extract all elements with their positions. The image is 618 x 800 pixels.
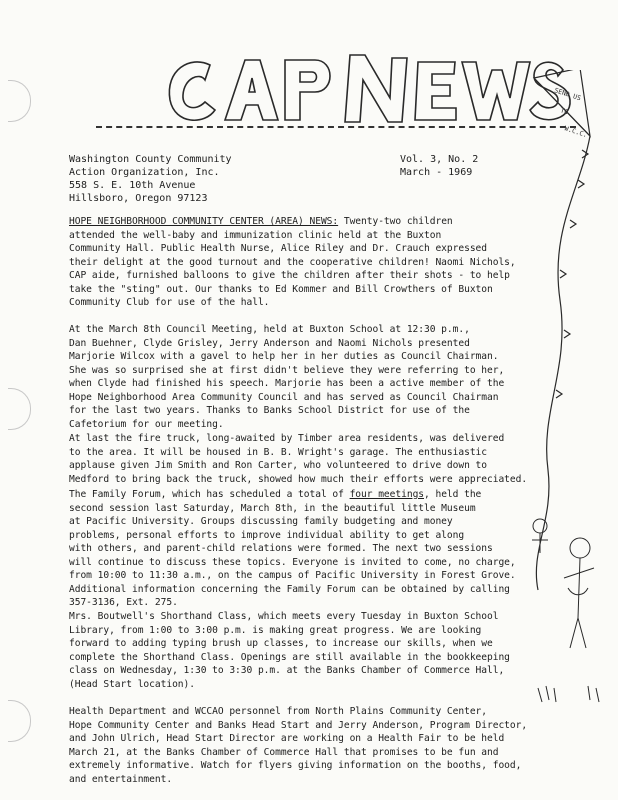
text-line: extremely informative. Watch for flyers giving information on the booths, food, [69, 760, 522, 771]
text-line: Hope Neighborhood Area Community Council and has served as Council Chairman [69, 391, 499, 403]
text-line: from 10:00 to 11:30 a.m., on the campus of Pacific University in Forest Grove. [69, 570, 516, 581]
issue-date: March - 1969 [400, 167, 473, 178]
text-line: forward to adding typing brush up classes, to increase our skills, when we [69, 638, 493, 649]
article-hope-center: HOPE NEIGHBORHOOD COMMUNITY CENTER (AREA) NEWS: Twenty-two children attended the well-baby and immunization clinic held at the Buxton Community Hall. Public Health Nurse, Alice Riley and Dr. Crauch expressed their delight at the good turnout and the cooperative children! Naomi Nichols, CAP aide, furnished balloons to give the children after their shots - to help take the "sting" out. Our thanks to Ed Kommer and Bill Crowthers of Buxton Community Club for use of the hall. [69, 215, 569, 310]
text-line: at Pacific University. Groups discussing family budgeting and money [69, 516, 453, 527]
text-line: Medford to bring back the truck, showed how much their efforts were appreciated. [69, 473, 528, 485]
text-line: and John Ulrich, Head Start Director are working on a Health Fair to be held [69, 733, 505, 744]
text-line: take the "sting" out. Our thanks to Ed Kommer and Bill Crowthers of Buxton [69, 283, 493, 295]
article-heading: HOPE NEIGHBORHOOD COMMUNITY CENTER (AREA) NEWS: [69, 216, 339, 227]
text-line: At the March 8th Council Meeting, held at Buxton School at 12:30 p.m., [69, 324, 470, 335]
article-shorthand-class [69, 610, 569, 691]
text-line: and entertainment. [69, 773, 173, 785]
text-line: CAP aide, furnished balloons to give the children after their shots - to help [69, 270, 510, 281]
text-line: for the last two years. Thanks to Banks School District for use of the [69, 405, 470, 416]
text-line: when Clyde had finished his speech. Marjorie has been a active member of the [69, 378, 505, 389]
text-line: complete the Shorthand Class. Openings are still available in the bookkeeping [69, 651, 510, 663]
svg-text:SEND US: SEND US [553, 86, 582, 103]
text-line: At last the fire truck, long-awaited by Timber area residents, was delivered [69, 433, 505, 444]
text-line: Community Club for use of the hall. [69, 297, 270, 308]
punch-hole-middle [8, 388, 31, 430]
text-line: Marjorie Wilcox with a gavel to help her in her duties as Council Chairman. [69, 351, 499, 362]
text-line: Cafetorium for our meeting. [69, 418, 224, 430]
article-family-forum: The Family Forum, which has scheduled a total of four meetings, held the second session last Saturday, March 8th, in the beautiful little Museum at Pacific University. Groups discussing family budgeting and money problems, personal efforts to improve individual ability to get along with others, and parent-child relations were formed. The next two sessions will continue to discuss these topics. Everyone is invited to come, no charge, from 10:00 to 11:30 a.m., on the campus of Pacific University in Forest Grove. Additional information concerning the Family Forum can be obtained by calling 357-3136, Ext. 275. [69, 488, 569, 610]
masthead-logo [150, 40, 580, 135]
header-rule [96, 126, 576, 128]
svg-text:TO: TO [559, 106, 570, 117]
text-line: She was so surprised she at first didn't believe they were referring to her, [69, 364, 505, 376]
text-line: (Head Start location). [69, 678, 195, 690]
text-line: Hope Community Center and Banks Head Start and Jerry Anderson, Program Director, [69, 719, 528, 731]
org-line-2: Action Organization, Inc. [69, 167, 220, 178]
org-line-1: Washington County Community [69, 154, 232, 165]
article-fire-truck [69, 432, 569, 486]
text-line: with others, and parent-child relations were formed. The next two sessions [69, 543, 493, 554]
text-line: Library, from 1:00 to 3:00 p.m. is making great progress. We are looking [69, 624, 482, 636]
org-line-3: 558 S. E. 10th Avenue [69, 180, 196, 191]
text-line: their delight at the good turnout and the cooperative children! Naomi Nichols, [69, 256, 516, 268]
text-line: Additional information concerning the Family Forum can be obtained by calling [69, 583, 510, 595]
text-line: attended the well-baby and immunization clinic held at the Buxton [69, 229, 442, 241]
text-line: problems, personal efforts to improve individual ability to get along [69, 529, 465, 541]
text-line: class on Wednesday, 1:30 to 3:30 p.m. at the Banks Chamber of Commerce Hall, [69, 665, 505, 676]
org-line-4: Hillsboro, Oregon 97123 [69, 193, 208, 204]
text-line: to the area. It will be housed in B. B. Wright's garage. The enthusiastic [69, 446, 487, 458]
text-line: will continue to discuss these topics. Everyone is invited to come, no charge, [69, 556, 516, 568]
text-line: Community Hall. Public Health Nurse, Alice Riley and Dr. Crauch expressed [69, 243, 487, 254]
issue-info [400, 153, 478, 179]
text-line: second session last Saturday, March 8th, in the beautiful little Museum [69, 502, 476, 514]
text-line: Health Department and WCCAO personnel from North Plains Community Center, [69, 706, 487, 717]
article-health-fair [69, 705, 569, 786]
volume-number: Vol. 3, No. 2 [400, 154, 479, 165]
text-line: Mrs. Boutwell's Shorthand Class, which meets every Tuesday in Buxton School [69, 611, 499, 622]
svg-text:W.C.C.: W.C.C. [563, 124, 589, 140]
text-line: Dan Buehner, Clyde Grisley, Jerry Anderson and Naomi Nichols presented [69, 337, 470, 349]
punch-hole-top [8, 80, 31, 122]
article-council-meeting [69, 323, 569, 431]
publisher-address [69, 153, 232, 205]
underlined-phrase: four meetings [349, 489, 425, 500]
text-line: 357-3136, Ext. 275. [69, 597, 178, 608]
text-line: March 21, at the Banks Chamber of Commerce Hall that promises to be fun and [69, 746, 499, 758]
text-line: applause given Jim Smith and Ron Carter, who volunteered to drive down to [69, 460, 487, 471]
punch-hole-bottom [8, 700, 31, 742]
